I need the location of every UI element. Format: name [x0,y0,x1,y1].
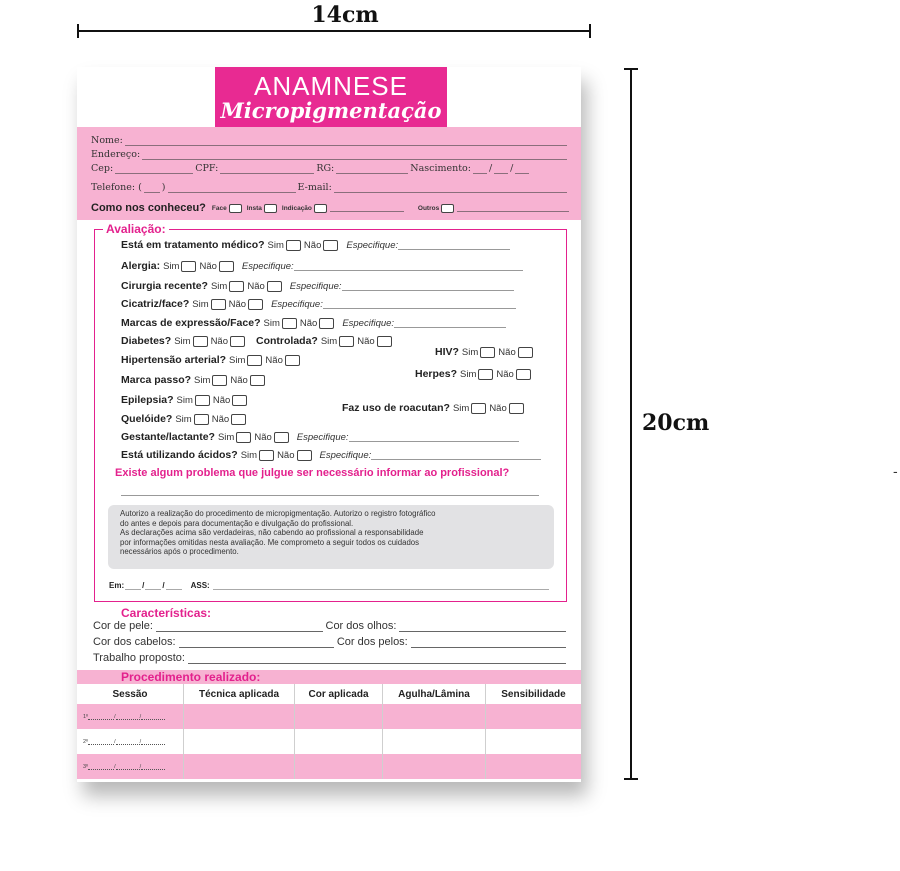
question-diabetes: Diabetes? Sim Não Controlada? Sim Não [121,335,395,347]
problem-question: Existe algum problema que julgue ser necessário informar ao profissional? [115,467,510,479]
question-herpes: Herpes? Sim Não [415,368,534,380]
hipertensao-sim-checkbox[interactable] [247,355,262,366]
gestante-nao-checkbox[interactable] [274,432,289,443]
anamnese-form-sheet [77,67,581,782]
how-found-us-row: Como nos conheceu? Face Insta Indicação Outros [91,202,569,214]
question-marcas: Marcas de expressão/Face? Sim Não Especifique: [121,317,506,329]
table-header: Sessão Técnica aplicada Cor aplicada Agulha/Lâmina Sensibilidade [77,684,581,704]
marcapasso-nao-checkbox[interactable] [250,375,265,386]
question-queloide: Quelóide? Sim Não [121,413,249,425]
question-acidos: Está utilizando ácidos? Sim Não Especifique: [121,449,541,461]
date-day-field[interactable] [125,582,141,590]
hipertensao-nao-checkbox[interactable] [285,355,300,366]
evaluation-title: Avaliação: [103,222,169,236]
question-cicatriz: Cicatriz/face? Sim Não Especifique: [121,298,516,310]
question-hiv: HIV? Sim Não [435,346,536,358]
birthdate-label: Nascimento: [410,163,471,174]
question-hipertensao: Hipertensão arterial? Sim Não [121,354,303,366]
signature-field[interactable] [213,582,549,590]
cirurgia-sim-checkbox[interactable] [229,281,244,292]
question-tratamento: Está em tratamento médico? Sim Não Especifique: [121,239,510,251]
date-year-field[interactable] [166,582,182,590]
width-dimension-label: 14cm [311,2,379,28]
question-roacutan: Faz uso de roacutan? Sim Não [342,402,527,414]
diabetes-sim-checkbox[interactable] [193,336,208,347]
cicatriz-sim-checkbox[interactable] [211,299,226,310]
form-header [215,67,447,127]
gestante-sim-checkbox[interactable] [236,432,251,443]
form-title: ANAMNESE [254,71,408,101]
queloide-nao-checkbox[interactable] [231,414,246,425]
procedure-table [77,684,581,779]
height-dimension-label: 20cm [642,410,710,436]
acidos-nao-checkbox[interactable] [297,450,312,461]
question-epilepsia: Epilepsia? Sim Não [121,394,250,406]
tratamento-sim-checkbox[interactable] [286,240,301,251]
marcapasso-sim-checkbox[interactable] [212,375,227,386]
signature-row: Em: / / ASS: [109,581,549,590]
herpes-sim-checkbox[interactable] [478,369,493,380]
insta-checkbox[interactable] [264,204,277,213]
tratamento-nao-checkbox[interactable] [323,240,338,251]
roacutan-nao-checkbox[interactable] [509,403,524,414]
epilepsia-sim-checkbox[interactable] [195,395,210,406]
cirurgia-nao-checkbox[interactable] [267,281,282,292]
table-row[interactable]: 3º / / [77,754,581,779]
form-subtitle: Micropigmentação [220,98,442,123]
date-month-field[interactable] [145,582,161,590]
hair-row[interactable]: Cor dos cabelos: Cor dos pelos: [93,636,569,648]
question-marcapasso: Marca passo? Sim Não [121,374,268,386]
procedure-title: Procedimento realizado: [121,670,261,684]
identification-section [77,127,581,220]
hiv-sim-checkbox[interactable] [480,347,495,358]
problem-answer-line[interactable] [121,495,539,496]
skin-eye-row[interactable]: Cor de pele: Cor dos olhos: [93,620,569,632]
stray-mark: - [893,463,898,479]
alergia-sim-checkbox[interactable] [181,261,196,272]
acidos-sim-checkbox[interactable] [259,450,274,461]
question-gestante: Gestante/lactante? Sim Não Especifique: [121,431,519,443]
cicatriz-nao-checkbox[interactable] [248,299,263,310]
alergia-nao-checkbox[interactable] [219,261,234,272]
characteristics-title: Características: [121,606,212,620]
cep-cpf-rg-row[interactable]: Cep: CPF: RG: Nascimento: / / [91,162,569,174]
controlada-sim-checkbox[interactable] [339,336,354,347]
epilepsia-nao-checkbox[interactable] [232,395,247,406]
table-row[interactable]: 2º / / [77,729,581,754]
face-checkbox[interactable] [229,204,242,213]
authorization-box: Autorizo a realização do procedimento de micropigmentação. Autorizo o registro fotográfico do antes e depois para documentação e divulgação do profissional. As declarações acima são verdadeiras, não cabendo ao profissional a responsabilidade por informações omitidas nesta avaliação. Me comprometo a seguir todos os cuidados necessários após o procedimento. [108,505,554,569]
question-alergia: Alergia: Sim Não Especifique: [121,260,523,272]
outros-checkbox[interactable] [441,204,454,213]
hiv-nao-checkbox[interactable] [518,347,533,358]
name-field[interactable]: Nome: [91,134,569,146]
roacutan-sim-checkbox[interactable] [471,403,486,414]
marcas-nao-checkbox[interactable] [319,318,334,329]
marcas-sim-checkbox[interactable] [282,318,297,329]
work-row[interactable]: Trabalho proposto: [93,652,569,664]
address-field[interactable]: Endereço: [91,148,569,160]
phone-email-row[interactable]: Telefone: ( ) E-mail: [91,181,569,193]
queloide-sim-checkbox[interactable] [194,414,209,425]
herpes-nao-checkbox[interactable] [516,369,531,380]
width-dimension-line [77,30,591,32]
indicacao-checkbox[interactable] [314,204,327,213]
question-cirurgia: Cirurgia recente? Sim Não Especifique: [121,280,514,292]
height-dimension-line [630,68,632,780]
controlada-nao-checkbox[interactable] [377,336,392,347]
diabetes-nao-checkbox[interactable] [230,336,245,347]
table-row[interactable]: 1º / / [77,704,581,729]
